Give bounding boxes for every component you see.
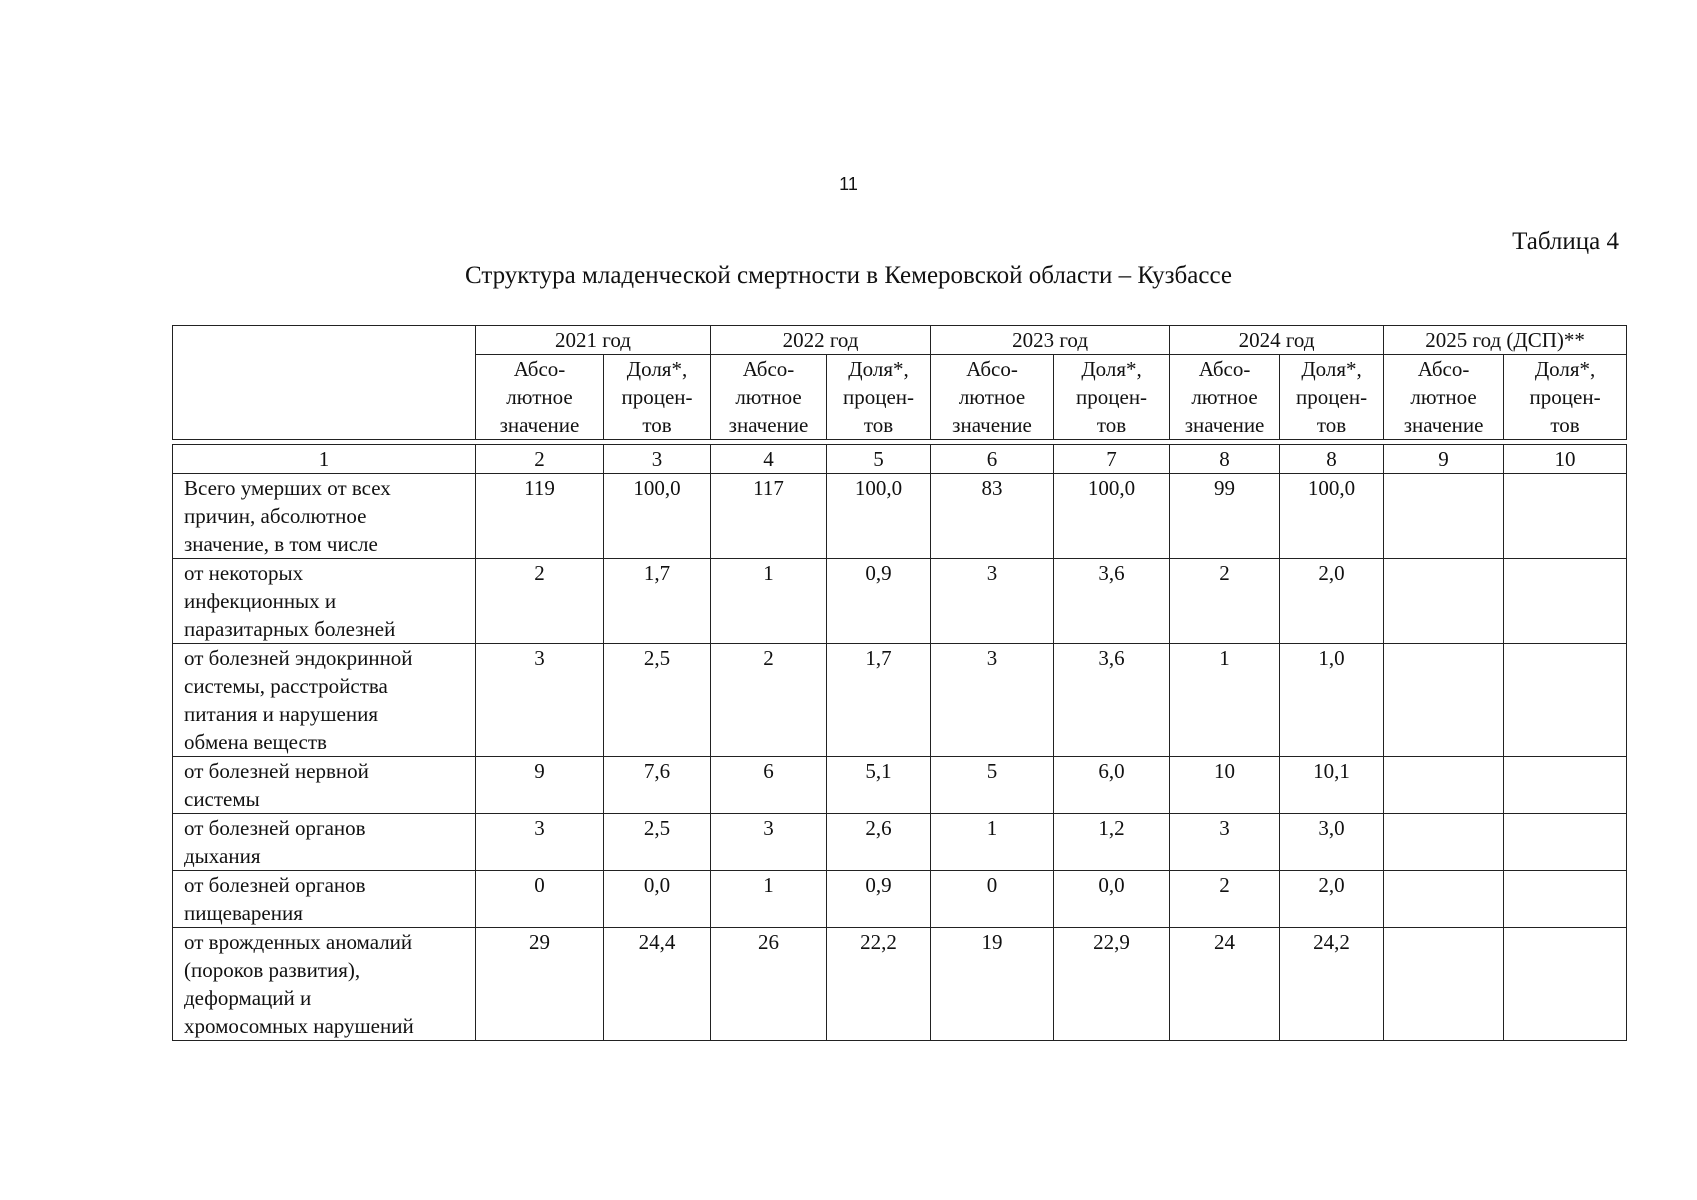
page-number: 11	[839, 174, 858, 194]
abs-value-header: Абсо- лютное значение	[711, 355, 827, 440]
table-cell: 24	[1170, 928, 1280, 1041]
table-cell: 2	[1170, 559, 1280, 644]
column-number: 2	[476, 445, 604, 474]
table-cell	[1384, 814, 1504, 871]
column-number: 1	[173, 445, 476, 474]
table-cell: 19	[931, 928, 1054, 1041]
column-number: 8	[1170, 445, 1280, 474]
row-label: от болезней органов пищеварения	[173, 871, 476, 928]
table-cell: 9	[476, 757, 604, 814]
table-cell: 2,0	[1280, 559, 1384, 644]
table-cell: 83	[931, 474, 1054, 559]
table-cell	[1384, 928, 1504, 1041]
column-number: 4	[711, 445, 827, 474]
table-row	[173, 871, 1627, 928]
table-cell: 6,0	[1054, 757, 1170, 814]
column-number: 10	[1504, 445, 1627, 474]
table-cell: 2,5	[604, 814, 711, 871]
table-cell	[1384, 871, 1504, 928]
table-cell: 10,1	[1280, 757, 1384, 814]
table-cell	[1504, 757, 1627, 814]
table-cell: 3	[1170, 814, 1280, 871]
row-label: от врожденных аномалий (пороков развития), деформаций и хромосомных нарушений	[173, 928, 476, 1041]
share-header: Доля*, процен- тов	[1280, 355, 1384, 440]
abs-value-header: Абсо- лютное значение	[1170, 355, 1280, 440]
table-cell: 0,0	[1054, 871, 1170, 928]
table-caption: Таблица 4	[1512, 228, 1619, 255]
table-cell: 117	[711, 474, 827, 559]
column-number: 7	[1054, 445, 1170, 474]
table-cell: 100,0	[604, 474, 711, 559]
table-cell: 2,0	[1280, 871, 1384, 928]
table-cell: 7,6	[604, 757, 711, 814]
abs-value-header: Абсо- лютное значение	[1384, 355, 1504, 440]
table-cell: 2	[711, 644, 827, 757]
table-cell: 3	[711, 814, 827, 871]
share-header: Доля*, процен- тов	[1054, 355, 1170, 440]
column-number: 6	[931, 445, 1054, 474]
column-number: 9	[1384, 445, 1504, 474]
table-cell: 1,7	[827, 644, 931, 757]
column-number-row	[173, 445, 1627, 474]
table-cell: 0,9	[827, 559, 931, 644]
table-cell: 3,0	[1280, 814, 1384, 871]
table-title: Структура младенческой смертности в Кемеровской области – Кузбассе	[465, 262, 1232, 289]
table-cell: 2,5	[604, 644, 711, 757]
table-cell: 1,2	[1054, 814, 1170, 871]
share-header: Доля*, процен- тов	[604, 355, 711, 440]
table-body	[172, 444, 1627, 1041]
table-cell: 1,0	[1280, 644, 1384, 757]
year-header: 2021 год	[476, 326, 711, 355]
table-cell: 5	[931, 757, 1054, 814]
abs-value-header: Абсо- лютное значение	[931, 355, 1054, 440]
table-cell	[1384, 474, 1504, 559]
column-number: 8	[1280, 445, 1384, 474]
share-header: Доля*, процен- тов	[1504, 355, 1627, 440]
table-cell: 0,9	[827, 871, 931, 928]
table-cell: 1	[1170, 644, 1280, 757]
table-cell: 100,0	[1054, 474, 1170, 559]
table-cell: 24,4	[604, 928, 711, 1041]
table-cell: 3	[931, 644, 1054, 757]
year-header: 2022 год	[711, 326, 931, 355]
table-cell: 1	[711, 559, 827, 644]
table-cell: 2	[1170, 871, 1280, 928]
year-header: 2025 год (ДСП)**	[1384, 326, 1627, 355]
table-cell	[1504, 559, 1627, 644]
table-cell: 24,2	[1280, 928, 1384, 1041]
table-cell: 2	[476, 559, 604, 644]
column-number: 5	[827, 445, 931, 474]
table-cell: 3	[931, 559, 1054, 644]
table-row	[173, 559, 1627, 644]
table-cell: 119	[476, 474, 604, 559]
table-cell: 10	[1170, 757, 1280, 814]
table-cell	[1384, 757, 1504, 814]
table-cell: 1	[711, 871, 827, 928]
table-cell: 100,0	[827, 474, 931, 559]
table-cell	[1504, 474, 1627, 559]
header-empty-cell	[173, 326, 476, 440]
table-cell: 0,0	[604, 871, 711, 928]
table-cell: 1,7	[604, 559, 711, 644]
table-cell: 26	[711, 928, 827, 1041]
table-header	[172, 325, 1627, 440]
table-cell: 99	[1170, 474, 1280, 559]
share-header: Доля*, процен- тов	[827, 355, 931, 440]
table-cell: 29	[476, 928, 604, 1041]
table-cell: 0	[476, 871, 604, 928]
table-row	[173, 928, 1627, 1041]
table-cell	[1504, 871, 1627, 928]
table-cell: 100,0	[1280, 474, 1384, 559]
table-cell: 3	[476, 814, 604, 871]
table-cell	[1384, 559, 1504, 644]
table-cell: 6	[711, 757, 827, 814]
year-header: 2023 год	[931, 326, 1170, 355]
row-label: от болезней нервной системы	[173, 757, 476, 814]
table-cell	[1504, 644, 1627, 757]
row-label: от некоторых инфекционных и паразитарных болезней	[173, 559, 476, 644]
row-label: от болезней органов дыхания	[173, 814, 476, 871]
year-header: 2024 год	[1170, 326, 1384, 355]
table-cell: 5,1	[827, 757, 931, 814]
table-cell: 3,6	[1054, 644, 1170, 757]
row-label: Всего умерших от всех причин, абсолютное значение, в том числе	[173, 474, 476, 559]
table-cell: 22,9	[1054, 928, 1170, 1041]
table-cell: 22,2	[827, 928, 931, 1041]
table-cell: 1	[931, 814, 1054, 871]
table-cell: 3	[476, 644, 604, 757]
abs-value-header: Абсо- лютное значение	[476, 355, 604, 440]
table-cell: 0	[931, 871, 1054, 928]
table-cell: 2,6	[827, 814, 931, 871]
table-row	[173, 814, 1627, 871]
table-row	[173, 644, 1627, 757]
row-label: от болезней эндокринной системы, расстройства питания и нарушения обмена веществ	[173, 644, 476, 757]
table-row	[173, 757, 1627, 814]
table-cell	[1504, 928, 1627, 1041]
table-cell	[1384, 644, 1504, 757]
table-cell	[1504, 814, 1627, 871]
table-row	[173, 474, 1627, 559]
table-cell: 3,6	[1054, 559, 1170, 644]
column-number: 3	[604, 445, 711, 474]
